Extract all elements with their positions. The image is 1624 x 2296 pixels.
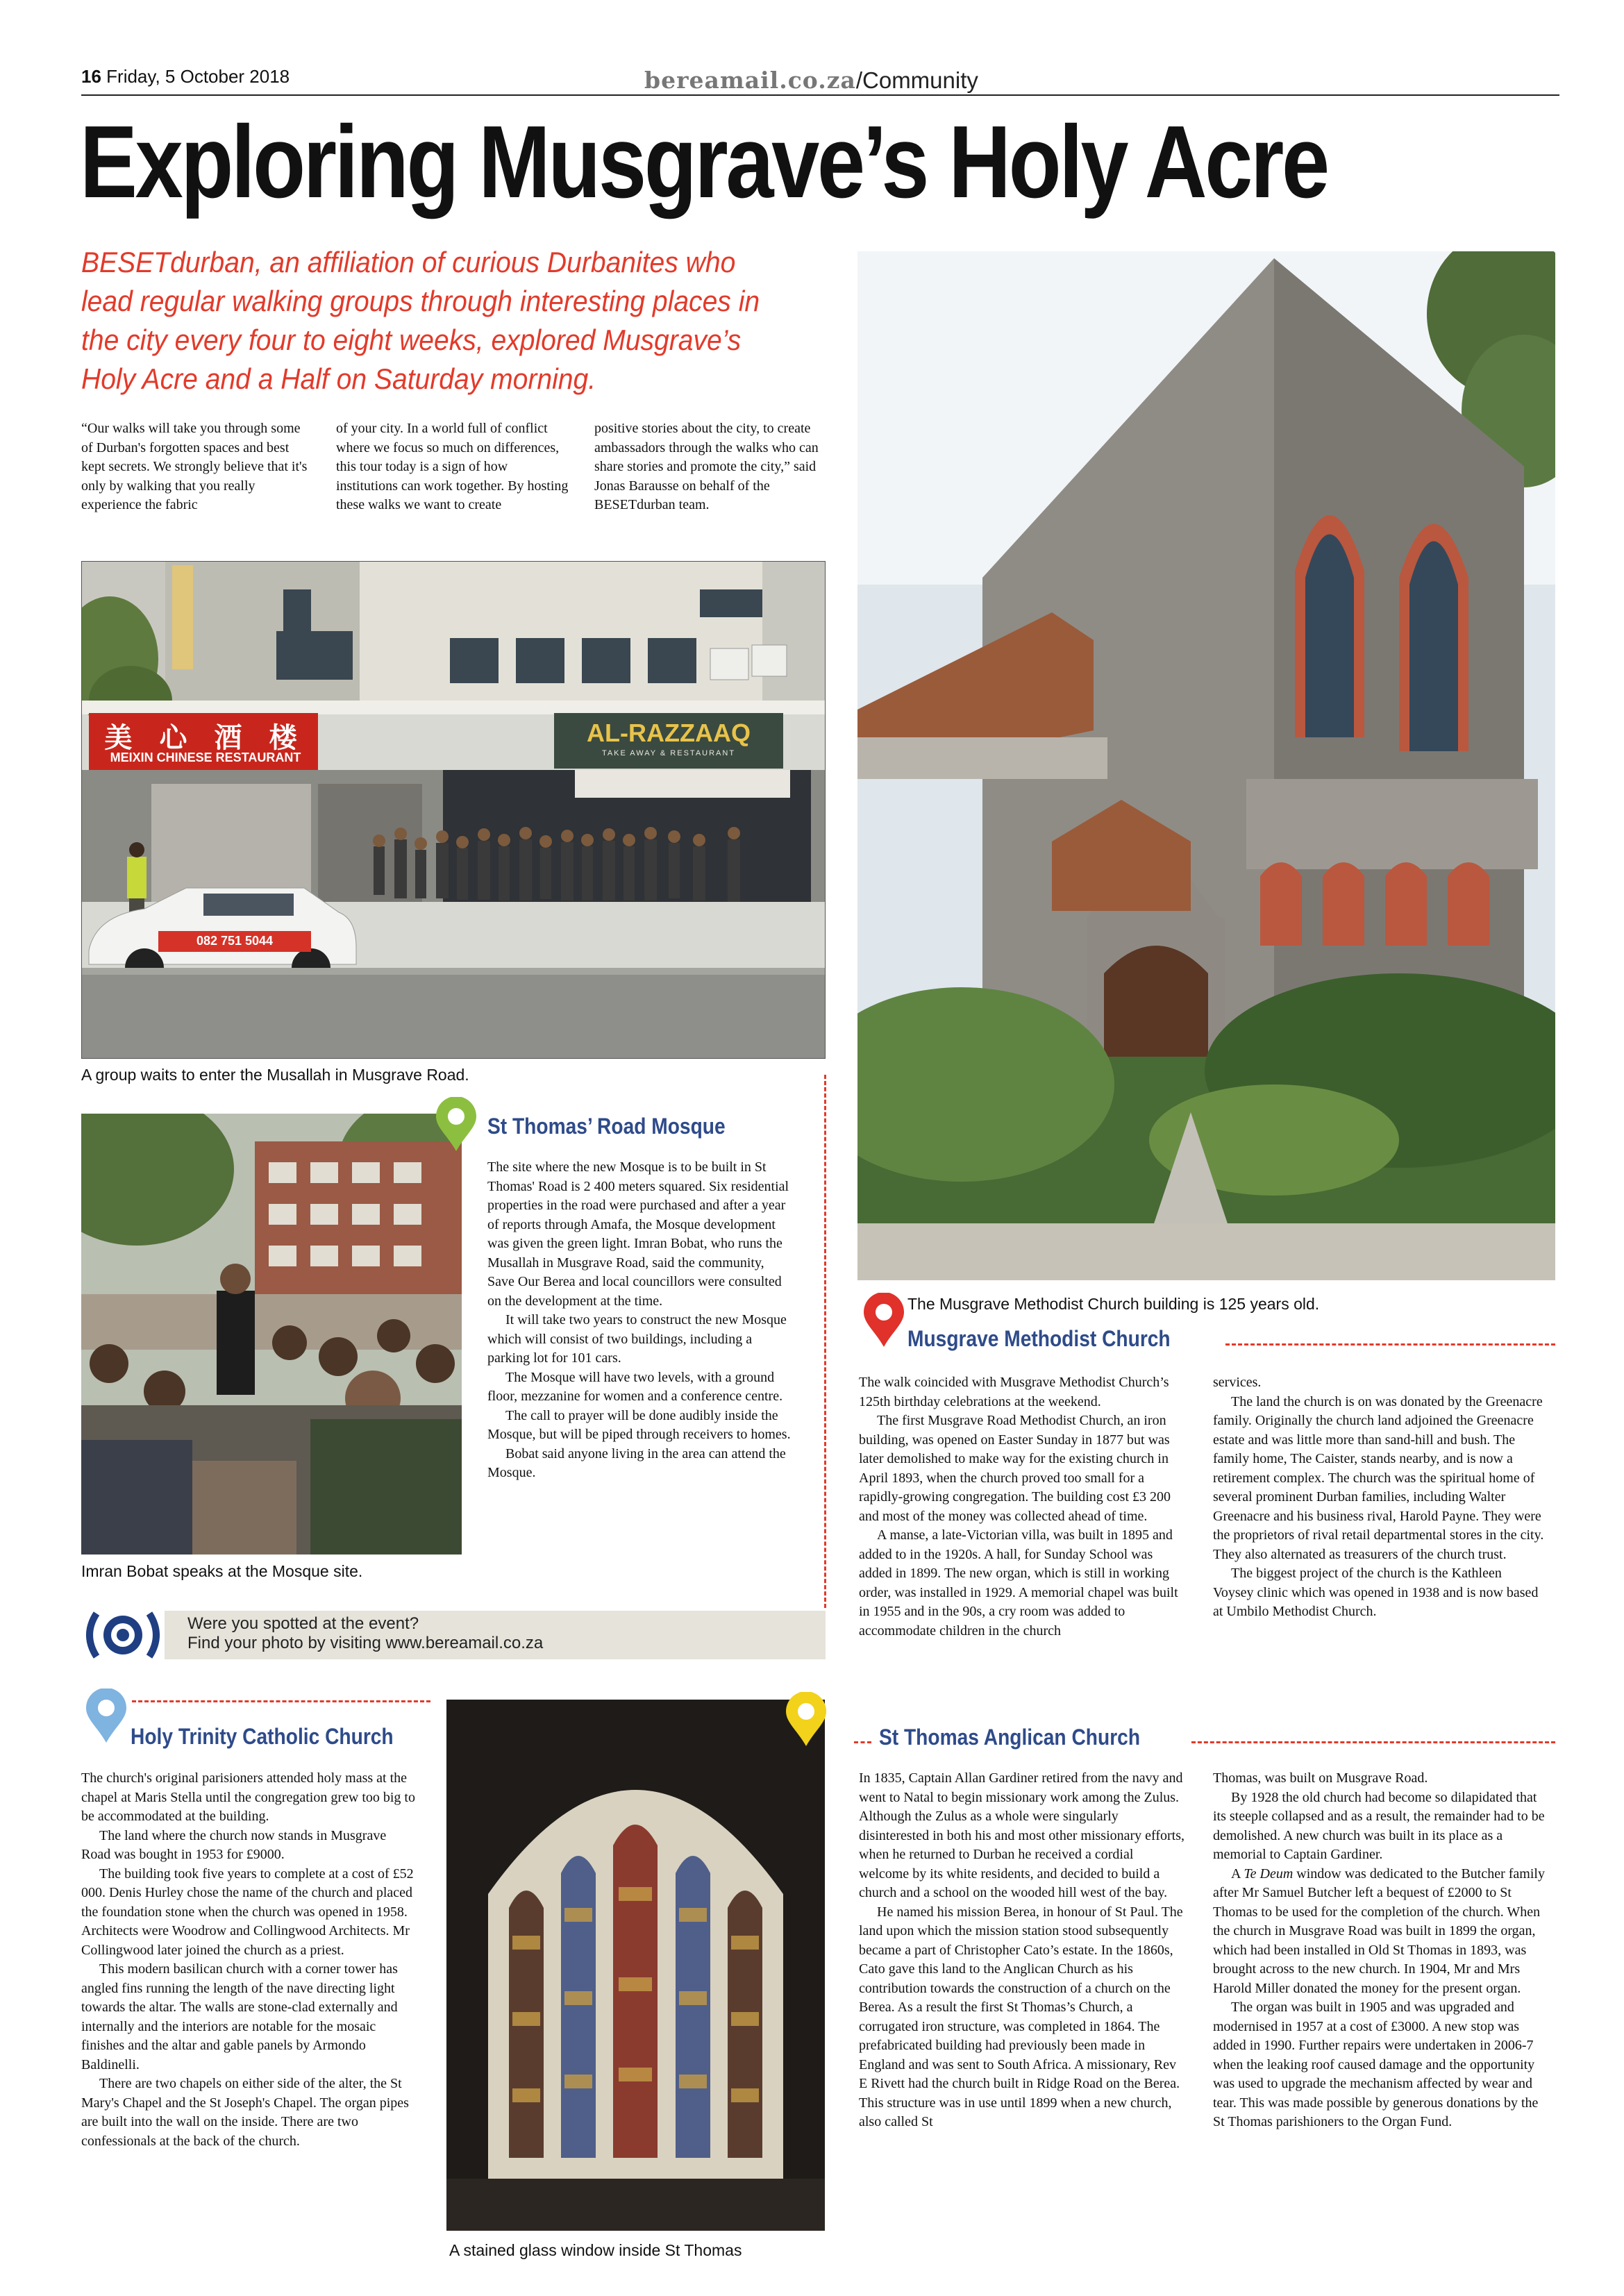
street-photo bbox=[81, 561, 826, 1059]
intro-col-1: “Our walks will take you through some of Durban's forgotten spaces and best kept secrets. We strongly believe that it's only by walking that you really experience the fabric bbox=[81, 421, 308, 512]
holy-trinity-body: The church's original parisioners attended holy mass at the chapel at Maris Stella until the congregation grew too big to be accommodated at the building. The land where the church now stands in Musgrave Road was bought in 1953 for £9000. The building took five years to complete at a cost of £52 000. Denis Hurley chose the name of the church and placed the foundation stone when the church was opened in 1958. Architects were Woodrow and Collingwood Architects. Mr Collingwood later joined the church as a priest. This modern basilican church with a corner tower has angled fins running the length of the nave directing light towards the altar. The walls are stone-clad externally and internally and the interiors are notable for the mosaic finishes and the altar and gable panels by Armondo Baldinelli. There are two chapels on either side of the alter, the St Mary's Chapel and the St Joseph's Chapel. The organ pipes are built into the wall on the inside. There are two confessionals at the back of the church. bbox=[81, 1770, 415, 2149]
anglican-title: St Thomas Anglican Church bbox=[879, 1725, 1141, 1750]
headline: Exploring Musgrave’s Holy Acre bbox=[80, 105, 1328, 219]
section-name: /Community bbox=[855, 67, 978, 93]
standfirst: BESETdurban, an affiliation of curious Durbanites who lead regular walking groups through interesting places in the city every four to eight weeks, explored Musgrave’s Holy Acre and a Half on Saturday morning. bbox=[81, 246, 760, 395]
car-number: 082 751 5044 bbox=[196, 934, 274, 948]
location-pin-icon bbox=[83, 1689, 129, 1744]
caption-street: A group waits to enter the Musallah in Musgrave Road. bbox=[81, 1066, 469, 1084]
folio-date bbox=[81, 66, 290, 87]
camera-lens-icon bbox=[81, 1609, 165, 1661]
intro-col-3: positive stories about the city, to create ambassadors through the walks who can share stories and promote the city,” said Jonas Barausse on behalf of the BESETdurban team. bbox=[594, 421, 819, 512]
anglican-col-2: Thomas, was built on Musgrave Road. By 1928 the old church had become so dilapidated that its steeple collapsed and as a result, the remainder had to be demolished. A new church was built in its place as a memorial to Captain Gardiner. A Te Deum window was dedicated to the Butcher family after Mr Samuel Butcher left a bequest of £2000 to St Thomas to be used for the completion of the church. When the church in Musgrave Road was built in 1899 the organ, which had been installed in Old St Thomas in 1893, was brought across to the new church. In 1904, Mr and Mrs Harold Miller donated the money for the present organ. The organ was built in 1905 and was upgraded and modernised in 1957 at a cost of £3000. A new stop was added in 1990. Further repairs were undertaken in 2006-7 when the leaking roof caused damage and the opportunity was used to upgrade the mechanism affected by wear and tear. This was made possible by generous donations by the St Thomas parishioners to the Organ Fund. bbox=[1213, 1770, 1545, 2129]
caption-stained-glass: A stained glass window inside St Thomas bbox=[449, 2241, 742, 2259]
methodist-col-2: services. The land the church is on was donated by the Greenacre family. Originally the church land adjoined the Greenacre estate and was little more than sand-hill and bush. The family home, The Caister, stands nearby, and is now a retirement complex. The church was the spiritual home of several prominent Durban families, including Walter Greenacre and his business rival, Harold Payne. They were the proprietors of rival retail departmental stores in the city. They also alternated as treasurers of the church trust. The biggest project of the church is the Kathleen Voysey clinic which was opened in 1938 and is now based at Umbilo Methodist Church. bbox=[1213, 1375, 1544, 1619]
intro-col-2: of your city. In a world full of conflict where we focus so much on differences, this tour today is a sign of how institutions can work together. By hosting these walks we want to create bbox=[336, 421, 569, 512]
location-pin-icon bbox=[783, 1692, 829, 1748]
caption-methodist: The Musgrave Methodist Church building is 125 years old. bbox=[907, 1295, 1320, 1313]
stained-glass-photo bbox=[446, 1700, 825, 2231]
methodist-title: Musgrave Methodist Church bbox=[907, 1326, 1171, 1351]
issue-date: Friday, 5 October 2018 bbox=[106, 66, 290, 87]
anglican-rule-right bbox=[1191, 1741, 1555, 1743]
restaurant-sign-chinese: 美 心 酒 楼 bbox=[104, 723, 307, 753]
header-rule bbox=[81, 94, 1559, 96]
location-pin-icon bbox=[433, 1097, 479, 1153]
methodist-rule bbox=[1225, 1343, 1555, 1346]
holy-trinity-title: Holy Trinity Catholic Church bbox=[131, 1724, 394, 1749]
column-divider bbox=[824, 1075, 826, 1608]
promo-line-1: Were you spotted at the event? bbox=[187, 1614, 419, 1633]
promo-line-2: Find your photo by visiting www.bereamail.co.za bbox=[187, 1634, 544, 1652]
anglican-rule-left bbox=[854, 1741, 871, 1743]
restaurant-sign-name: MEIXIN CHINESE RESTAURANT bbox=[110, 751, 301, 764]
methodist-col-1: The walk coincided with Musgrave Methodist Church’s 125th birthday celebrations at the weekend. The first Musgrave Road Methodist Church, an iron building, was opened on Easter Sunday in 1877 but was later demolished to make way for the existing church in April 1893, when the church proved too small for a rapidly-growing congregation. The building cost £3 200 and most of the money was collected ahead of time. A manse, a late-Victorian villa, was built in 1895 and added to in the 1920s. A hall, for Sunday School was added in 1899. The new organ, which is still in working order, was installed in 1929. A memorial chapel was built in 1955 and in the 90s, a cry room was added to accommodate children in the church bbox=[859, 1375, 1178, 1639]
folio-site bbox=[644, 67, 978, 94]
mosque-body: The site where the new Mosque is to be built in St Thomas' Road is 2 400 meters squared. Six residential properties in the road were purchased and after a year of reports through Amafa, the Mosque development was given the green light. Imran Bobat, who runs the Musallah in Musgrave Road, said the community, Save Our Berea and local councillors were consulted on the development at the time. It will take two years to construct the new Mosque which will consist of two buildings, including a parking lot for 101 cars. The Mosque will have two levels, with a ground floor, mezzanine for women and a conference centre. The call to prayer will be done audibly inside the Mosque, but will be piped through receivers to homes. Bobat said anyone living in the area can attend the Mosque. bbox=[487, 1159, 791, 1480]
caption-mosque: Imran Bobat speaks at the Mosque site. bbox=[81, 1562, 363, 1580]
shop-sign: AL-RAZZAAQ bbox=[587, 719, 751, 747]
location-pin-icon bbox=[861, 1293, 907, 1348]
mosque-title: St Thomas’ Road Mosque bbox=[487, 1114, 726, 1139]
mosque-site-photo bbox=[81, 1114, 462, 1555]
site-name: bereamail.co.za bbox=[644, 67, 856, 94]
shop-sign-sub: TAKE AWAY & RESTAURANT bbox=[601, 749, 736, 757]
methodist-church-photo bbox=[857, 251, 1555, 1280]
promo-text bbox=[187, 1614, 543, 1653]
anglican-col-1: In 1835, Captain Allan Gardiner retired from the navy and went to Natal to begin missionary work among the Zulus. Although the Zulus as a whole were singularly disinterested in both his and most other missionary efforts, when he returned to Durban he received a cordial welcome by its white residents, and decided to build a church and a school on the wooded hill west of the bay. He named his mission Berea, in honour of St Paul. The land upon which the mission station stood subsequently became a part of Christopher Cato’s estate. In the 1860s, Cato gave this land to the Anglican Church as his contribution towards the construction of a church on the Berea. As a result the first St Thomas’s Church, a corrugated iron structure, was completed in 1864. The prefabricated building had previously been made in England and was sent to South Africa. A missionary, Rev E Rivett had the church built in Ridge Road on the Berea. This structure was in use until 1899 when a new church, also called St bbox=[859, 1770, 1185, 2129]
holy-trinity-rule bbox=[132, 1700, 430, 1702]
page-number: 16 bbox=[81, 66, 101, 87]
